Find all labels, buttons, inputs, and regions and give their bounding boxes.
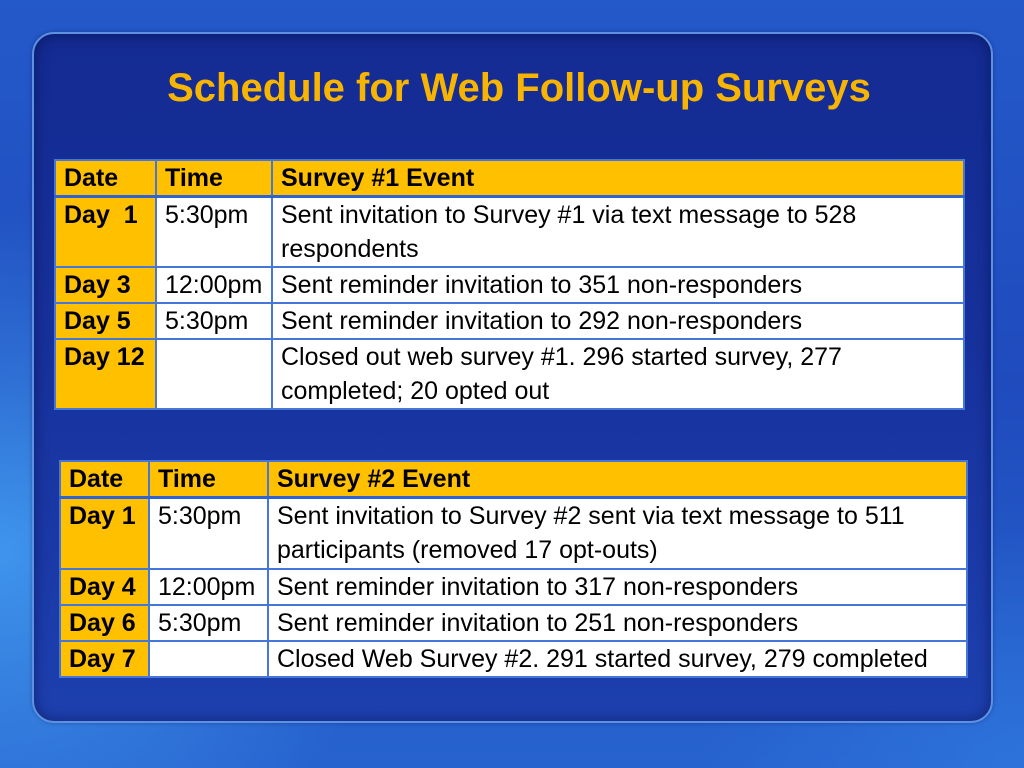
time-cell: 12:00pm [149,569,268,605]
time-cell: 5:30pm [149,605,268,641]
time-column-header: Time [156,160,272,197]
survey-1-schedule-table [54,159,965,410]
table-row [55,267,964,303]
date-cell: Day 12 [55,339,156,409]
date-column-header: Date [60,461,149,498]
date-cell: Day 6 [60,605,149,641]
event-column-header: Survey #1 Event [272,160,964,197]
table-row [60,605,967,641]
event-cell: Sent reminder invitation to 251 non-responders [268,605,967,641]
table-row [60,641,967,677]
event-cell: Sent reminder invitation to 317 non-responders [268,569,967,605]
event-cell: Closed Web Survey #2. 291 started survey, 279 completed [268,641,967,677]
table-row [55,303,964,339]
date-cell: Day 3 [55,267,156,303]
date-cell: Day 1 [60,498,149,569]
time-column-header: Time [149,461,268,498]
table-row [55,197,964,268]
event-cell: Sent invitation to Survey #1 via text message to 528 respondents [272,197,964,268]
time-cell: 12:00pm [156,267,272,303]
table-row [55,339,964,409]
time-cell: 5:30pm [156,303,272,339]
time-cell: 5:30pm [156,197,272,268]
date-column-header: Date [55,160,156,197]
event-cell: Sent invitation to Survey #2 sent via text message to 511 participants (removed 17 opt-outs) [268,498,967,569]
date-cell: Day 5 [55,303,156,339]
time-cell [149,641,268,677]
time-cell [156,339,272,409]
event-cell: Sent reminder invitation to 351 non-responders [272,267,964,303]
date-cell: Day 4 [60,569,149,605]
event-cell: Sent reminder invitation to 292 non-responders [272,303,964,339]
event-column-header: Survey #2 Event [268,461,967,498]
table-row [60,498,967,569]
slide-title: Schedule for Web Follow-up Surveys [167,66,871,110]
date-cell: Day 1 [55,197,156,268]
survey-2-schedule-table [59,460,968,678]
date-cell: Day 7 [60,641,149,677]
time-cell: 5:30pm [149,498,268,569]
table-header-row [60,461,967,498]
table-header-row [55,160,964,197]
event-cell: Closed out web survey #1. 296 started survey, 277 completed; 20 opted out [272,339,964,409]
table-row [60,569,967,605]
